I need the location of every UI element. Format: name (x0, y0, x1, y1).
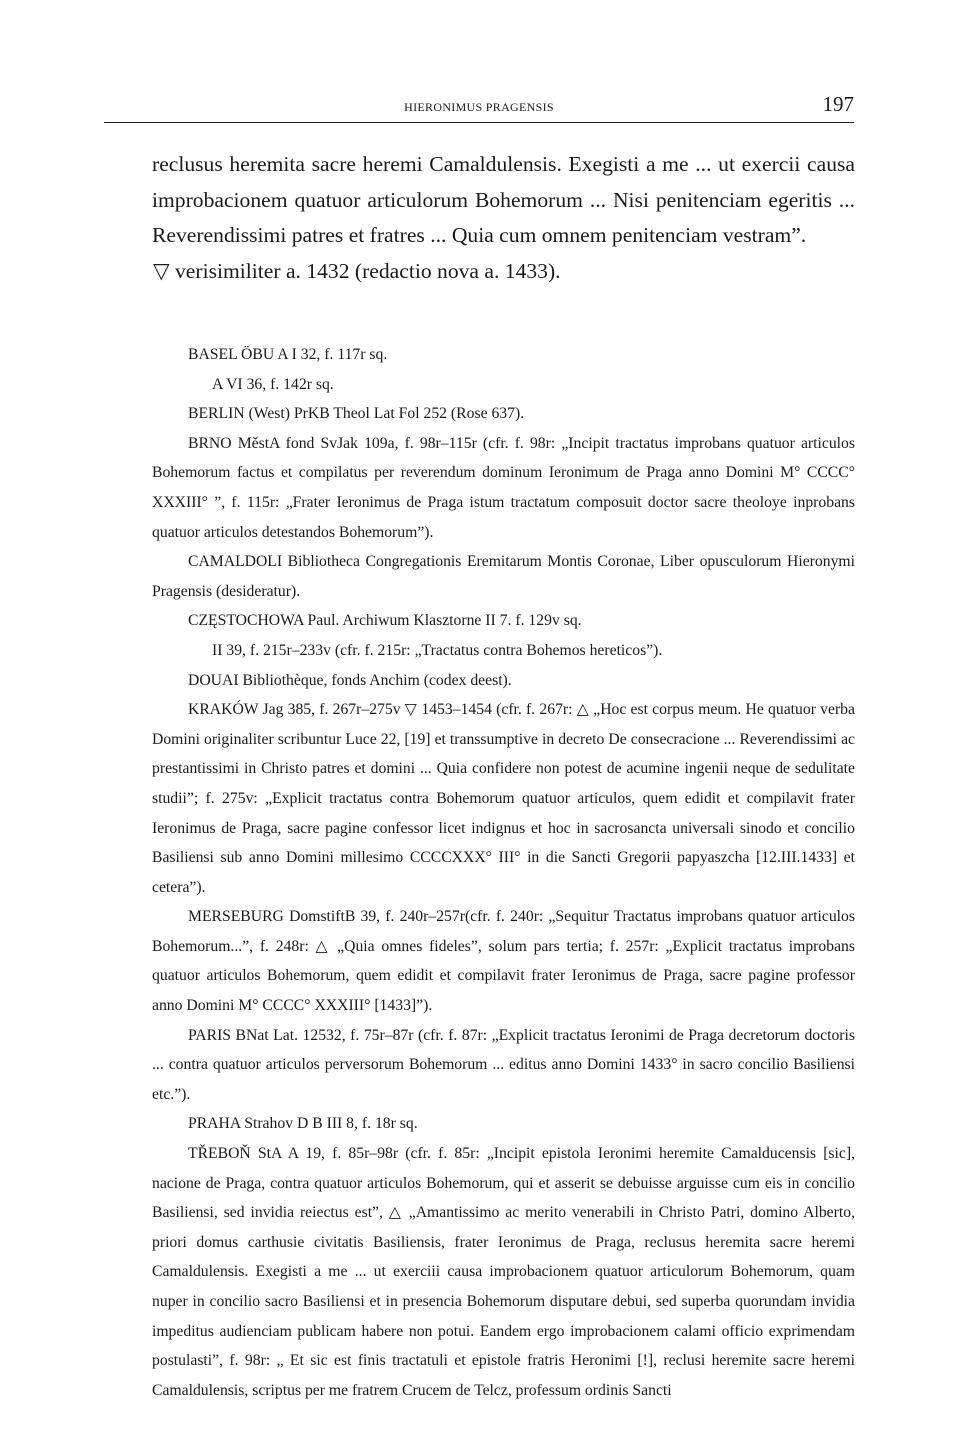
manuscript-entry: BERLIN (West) PrKB Theol Lat Fol 252 (Rose 637). (188, 405, 525, 423)
manuscript-entry: KRAKÓW Jag 385, f. 267r–275v ▽ 1453–1454 (cfr. f. 267r: △ „Hoc est corpus meum. He quatuor verba Domini originaliter scribuntur Luce 22, [19] et transsumptive in decreto De consecracione ... Reverendissimi ac prestantissimi in Christo patres et domini ... Quia confidere non potest de acumine ingenii neque de sedulitate studii”; f. 275v: „Explicit tractatus contra Bohemorum quatuor articulos, quem edidit et compilavit frater Ieronimus de Praga, sacre pagine confessor licet indignus et hoc in sacrosancta universali sinodo et concilio Basiliensi sub anno Domini millesimo CCCCXXX° III° in die Sancti Gregorii papyaszcha [12.III.1433] et cetera”). (152, 701, 855, 896)
manuscript-entry: PARIS BNat Lat. 12532, f. 75r–87r (cfr. f. 87r: „Explicit tractatus Ieronimi de Praga decretorum doctoris ... contra quatuor articulos perversorum Bohemorum ... editus anno Domini 1433° in sacro concilio Basiliensi etc.”). (152, 1026, 855, 1103)
manuscript-entry: A VI 36, f. 142r sq. (212, 375, 334, 393)
date-line: ▽ verisimiliter a. 1432 (redactio nova a. 1433). (153, 258, 561, 283)
manuscript-entry: TŘEBOŇ StA A 19, f. 85r–98r (cfr. f. 85r: „Incipit epistola Ieronimi heremite Camalducensis [sic], nacione de Praga, contra quatuor articulos Bohemorum, qui et asserit se debuisse arguisse cum eis in concilio Basiliensi, sed invidia reiectus est”, △ „Amantissimo ac merito venerabili in Christo Patri, domino Alberto, priori domus carthusie civitatis Basiliensis, frater Ieronimus de Praga, reclusus heremita sacre heremi Camaldulensis. Exegisti a me ... ut exerciii causa improbacionem quatuor articulorum Bohemorum, quam nuper in concilio sacro Basiliensi et in presencia Bohemorum disputare debui, sed superba quorundam invidia impeditus audienciam publicam habere non potui. Eandem ergo improbacionem calami officio exprimendam postulasti”, f. 98r: „ Et sic est finis tractatuli et epistole fratris Heronimi [!], reclusi heremite sacre heremi Camaldulensis, scriptus per me fratrem Crucem de Telcz, professum ordinis Sancti (152, 1145, 855, 1399)
page-header (104, 88, 854, 123)
manuscript-entry: CAMALDOLI Bibliotheca Congregationis Eremitarum Montis Coronae, Liber opusculorum Hieronymi Pragensis (desideratur). (152, 553, 855, 600)
manuscript-entry: BRNO MěstA fond SvJak 109a, f. 98r–115r (cfr. f. 98r: „Incipit tractatus improbans quatuor articulos Bohemorum factus et compilatus per reverendum dominum Ieronimum de Praga anno Domini M° CCCC° XXXIII° ”, f. 115r: „Frater Ieronimus de Praga istum tractatum composuit doctor sacre theoloye inprobans quatuor articulos detestandos Bohemorum”). (152, 434, 855, 541)
page-number: 197 (822, 92, 854, 116)
manuscript-entry: CZĘSTOCHOWA Paul. Archiwum Klasztorne II 7. f. 129v sq. (188, 612, 582, 630)
manuscript-entry: BASEL ÖBU A I 32, f. 117r sq. (188, 346, 388, 363)
manuscript-entry: MERSEBURG DomstiftB 39, f. 240r–257r(cfr. f. 240r: „Sequitur Tractatus improbans quatuor articulos Bohemorum...”, f. 248r: △ „Quia omnes fideles”, solum pars tertia; f. 257r: „Explicit tractatus improbans quatuor articulos Bohemorum, quem edidit et compilavit frater Ieronimus de Praga, sacre pagine professor anno Domini M° CCCC° XXXIII° [1433]”). (152, 908, 855, 1015)
manuscript-entry: PRAHA Strahov D B III 8, f. 18r sq. (188, 1115, 418, 1133)
intro-paragraph: reclusus heremita sacre heremi Camaldulensis. Exegisti a me ... ut exercii causa improbacionem quatuor articulorum Bohemorum ... Nisi penitenciam egeritis ... Reverendissimi patres et fratres ... Quia cum omnem penitenciam vestram”. (152, 152, 855, 247)
manuscript-entry: II 39, f. 215r–233v (cfr. f. 215r: „Tractatus contra Bohemos hereticos”). (212, 641, 663, 659)
intro-text (152, 147, 855, 289)
running-title: HIERONIMUS PRAGENSIS (404, 100, 554, 114)
manuscript-entry: DOUAI Bibliothèque, fonds Anchim (codex deest). (188, 671, 512, 689)
manuscript-list (152, 340, 855, 1405)
